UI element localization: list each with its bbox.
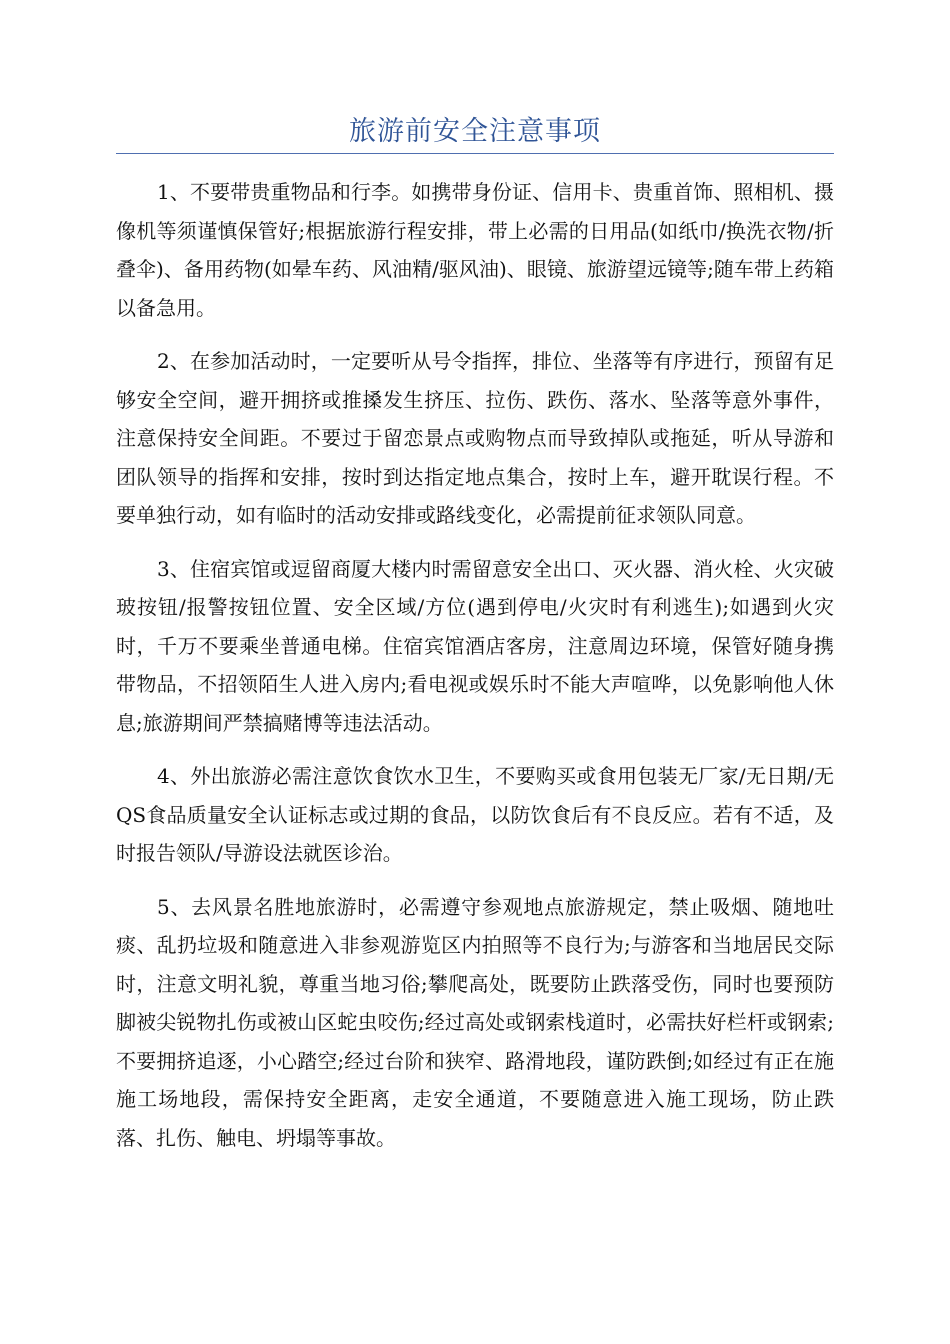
- paragraph-1: 1、不要带贵重物品和行李。如携带身份证、信用卡、贵重首饰、照相机、摄像机等须谨慎保管好;根据旅游行程安排，带上必需的日用品(如纸巾/换洗衣物/折叠伞)、备用药物(如晕车药、风油精/驱风油)、眼镜、旅游望远镜等;随车带上药箱以备急用。: [116, 180, 834, 320]
- paragraph-5: 5、去风景名胜地旅游时，必需遵守参观地点旅游规定，禁止吸烟、随地吐痰、乱扔垃圾和随意进入非参观游览区内拍照等不良行为;与游客和当地居民交际时，注意文明礼貌，尊重当地习俗;攀爬高处，既要防止跌落受伤，同时也要预防脚被尖锐物扎伤或被山区蛇虫咬伤;经过高处或钢索栈道时，必需扶好栏杆或钢索;不要拥挤追逐，小心踏空;经过台阶和狭窄、路滑地段，谨防跌倒;如经过有正在施施工场地段，需保持安全距离，走安全通道，不要随意进入施工现场，防止跌落、扎伤、触电、坍塌等事故。: [116, 894, 834, 1150]
- paragraph-3: 3、住宿宾馆或逗留商厦大楼内时需留意安全出口、灭火器、消火栓、火灾破玻按钮/报警按钮位置、安全区域/方位(遇到停电/火灾时有利逃生);如遇到火灾时，千万不要乘坐普通电梯。住宿宾馆酒店客房，注意周边环境，保管好随身携带物品，不招领陌生人进入房内;看电视或娱乐时不能大声喧哗，以免影响他人休息;旅游期间严禁搞赌博等违法活动。: [116, 556, 834, 735]
- document-body: [116, 173, 834, 1172]
- paragraph-2: 2、在参加活动时，一定要听从号令指挥，排位、坐落等有序进行，预留有足够安全空间，避开拥挤或推搡发生挤压、拉伤、跌伤、落水、坠落等意外事件，注意保持安全间距。不要过于留恋景点或购物点而导致掉队或拖延，听从导游和团队领导的指挥和安排，按时到达指定地点集合，按时上车，避开耽误行程。不要单独行动，如有临时的活动安排或路线变化，必需提前征求领队同意。: [116, 349, 834, 527]
- page-title: 旅游前安全注意事项: [349, 116, 601, 147]
- title-underline: [116, 153, 834, 154]
- paragraph-4: 4、外出旅游必需注意饮食饮水卫生，不要购买或食用包装无厂家/无日期/无QS食品质量安全认证标志或过期的食品，以防饮食后有不良反应。若有不适，及时报告领队/导游设法就医诊治。: [116, 764, 834, 865]
